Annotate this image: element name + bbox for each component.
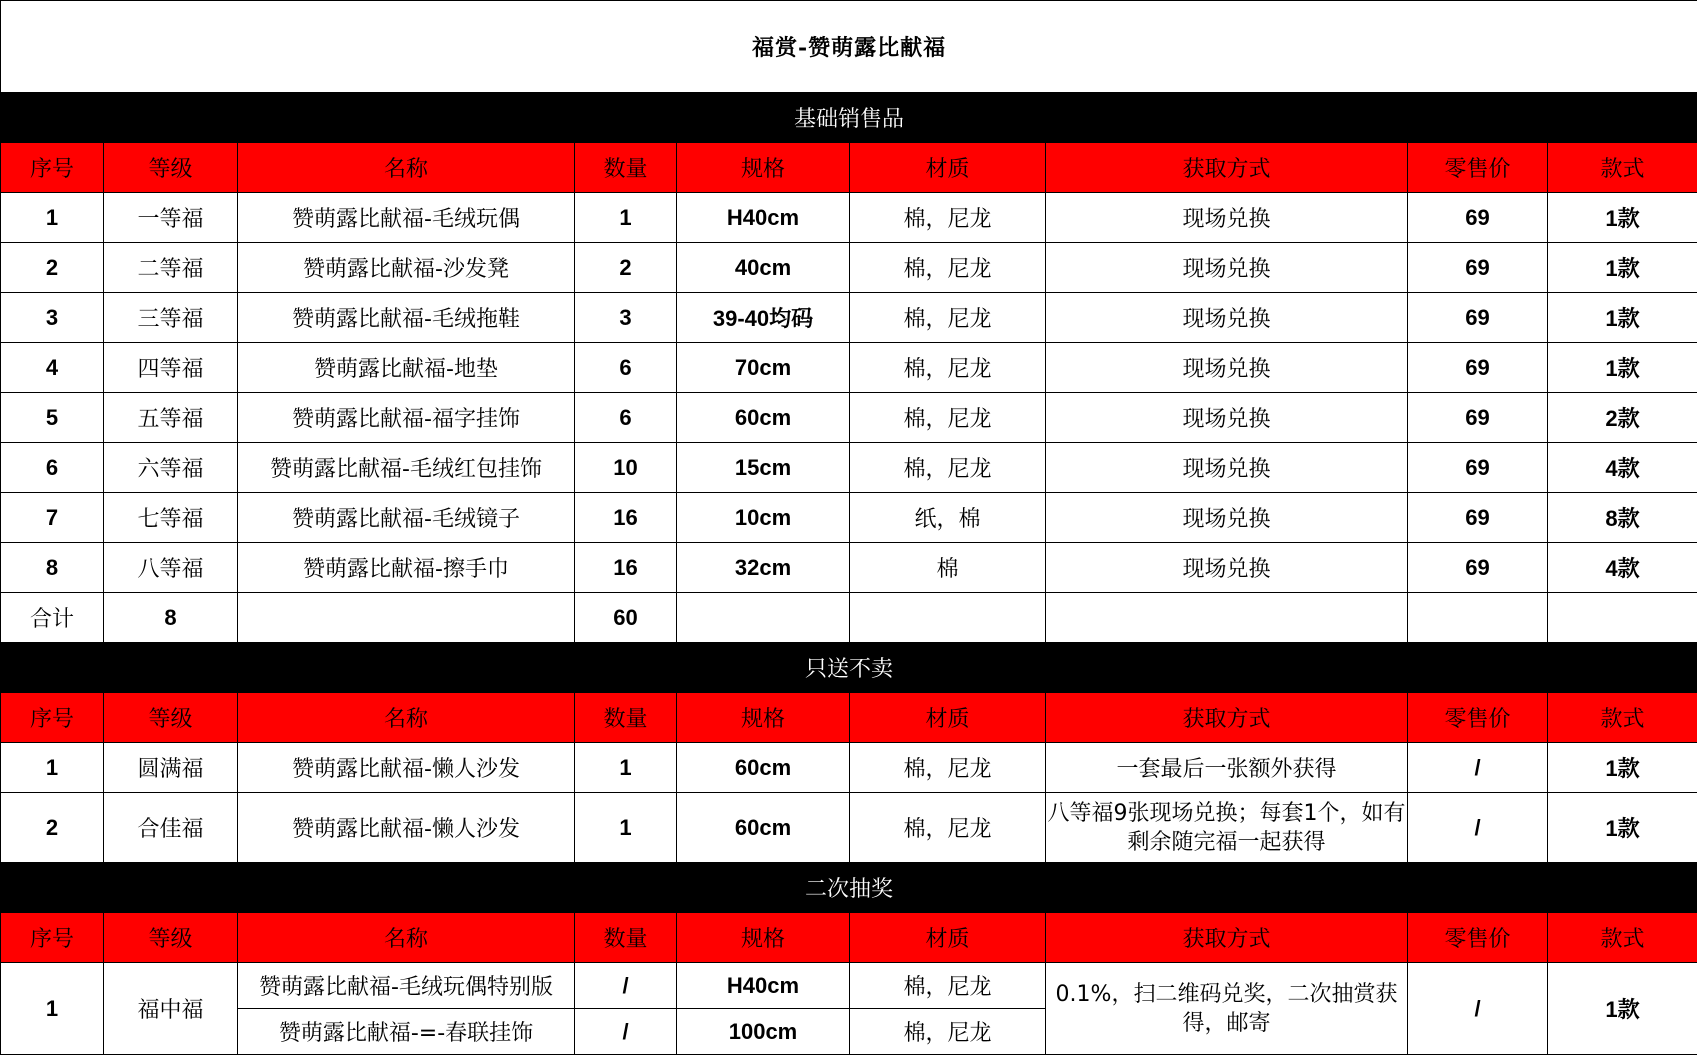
column-header: 等级	[104, 143, 238, 193]
page-title: 福赏-赞萌露比献福	[1, 1, 1697, 93]
cell-price: /	[1408, 743, 1548, 793]
table-row	[1, 443, 1697, 493]
total-label: 合计	[1, 593, 104, 643]
cell-material: 棉，尼龙	[850, 743, 1046, 793]
column-header: 序号	[1, 143, 104, 193]
column-header: 等级	[104, 693, 238, 743]
cell-spec: 60cm	[677, 743, 850, 793]
cell-quantity: 6	[575, 343, 677, 393]
cell-material: 棉，尼龙	[850, 243, 1046, 293]
cell-name: 赞萌露比献福-毛绒镜子	[238, 493, 575, 543]
cell-styles: 1款	[1548, 343, 1697, 393]
cell-price: 69	[1408, 243, 1548, 293]
cell-price: /	[1408, 793, 1548, 863]
cell-quantity: 1	[575, 743, 677, 793]
cell-name: 赞萌露比献福-懒人沙发	[238, 743, 575, 793]
column-header: 名称	[238, 913, 575, 963]
cell-method: 现场兑换	[1046, 193, 1408, 243]
column-header: 规格	[677, 913, 850, 963]
cell-method: 现场兑换	[1046, 443, 1408, 493]
column-header: 等级	[104, 913, 238, 963]
total-quantity: 60	[575, 593, 677, 643]
cell-grade: 八等福	[104, 543, 238, 593]
cell-index: 8	[1, 543, 104, 593]
table-row	[1, 243, 1697, 293]
column-header: 款式	[1548, 143, 1697, 193]
column-header: 零售价	[1408, 693, 1548, 743]
cell-material: 棉，尼龙	[850, 343, 1046, 393]
column-header: 规格	[677, 143, 850, 193]
cell-name: 赞萌露比献福-懒人沙发	[238, 793, 575, 863]
empty-cell	[677, 593, 850, 643]
cell-index: 3	[1, 293, 104, 343]
total-row	[1, 593, 1697, 643]
cell-name: 赞萌露比献福-毛绒拖鞋	[238, 293, 575, 343]
column-header: 材质	[850, 693, 1046, 743]
cell-method: 0.1%，扫二维码兑奖，二次抽赏获得，邮寄	[1046, 963, 1408, 1055]
column-header: 零售价	[1408, 143, 1548, 193]
column-header: 数量	[575, 913, 677, 963]
section-heading-gift-only: 只送不卖	[1, 643, 1697, 693]
cell-material: 棉，尼龙	[850, 193, 1046, 243]
cell-spec: 39-40均码	[677, 293, 850, 343]
cell-price: 69	[1408, 293, 1548, 343]
cell-quantity: 1	[575, 793, 677, 863]
empty-cell	[1408, 593, 1548, 643]
column-header: 获取方式	[1046, 913, 1408, 963]
cell-name: 赞萌露比献福-擦手巾	[238, 543, 575, 593]
cell-grade: 四等福	[104, 343, 238, 393]
cell-grade: 圆满福	[104, 743, 238, 793]
cell-material: 棉	[850, 543, 1046, 593]
cell-spec: 40cm	[677, 243, 850, 293]
column-header: 材质	[850, 143, 1046, 193]
cell-quantity: 6	[575, 393, 677, 443]
empty-cell	[1548, 593, 1697, 643]
cell-styles: 1款	[1548, 963, 1697, 1055]
cell-method: 现场兑换	[1046, 243, 1408, 293]
column-header: 款式	[1548, 913, 1697, 963]
cell-method: 一套最后一张额外获得	[1046, 743, 1408, 793]
cell-index: 7	[1, 493, 104, 543]
column-header: 序号	[1, 913, 104, 963]
table-row	[1, 343, 1697, 393]
column-header: 获取方式	[1046, 693, 1408, 743]
cell-index: 1	[1, 963, 104, 1055]
cell-quantity: 16	[575, 543, 677, 593]
empty-cell	[850, 593, 1046, 643]
cell-grade: 六等福	[104, 443, 238, 493]
cell-styles: 4款	[1548, 543, 1697, 593]
cell-method: 八等福9张现场兑换；每套1个，如有剩余随完福一起获得	[1046, 793, 1408, 863]
cell-spec: 10cm	[677, 493, 850, 543]
column-header: 材质	[850, 913, 1046, 963]
cell-index: 4	[1, 343, 104, 393]
cell-price: /	[1408, 963, 1548, 1055]
cell-spec: 15cm	[677, 443, 850, 493]
cell-styles: 1款	[1548, 743, 1697, 793]
table-row	[1, 393, 1697, 443]
cell-price: 69	[1408, 493, 1548, 543]
column-header: 款式	[1548, 693, 1697, 743]
cell-styles: 1款	[1548, 293, 1697, 343]
cell-quantity: 2	[575, 243, 677, 293]
cell-spec: 32cm	[677, 543, 850, 593]
cell-index: 1	[1, 193, 104, 243]
cell-styles: 1款	[1548, 793, 1697, 863]
cell-grade: 福中福	[104, 963, 238, 1055]
table-row	[1, 743, 1697, 793]
column-header: 数量	[575, 693, 677, 743]
cell-index: 6	[1, 443, 104, 493]
column-header-row	[1, 143, 1697, 193]
cell-name: 赞萌露比献福-=-春联挂饰	[238, 1009, 575, 1055]
cell-grade: 五等福	[104, 393, 238, 443]
cell-index: 1	[1, 743, 104, 793]
total-grades: 8	[104, 593, 238, 643]
column-header: 序号	[1, 693, 104, 743]
cell-spec: 60cm	[677, 793, 850, 863]
column-header: 规格	[677, 693, 850, 743]
cell-styles: 4款	[1548, 443, 1697, 493]
cell-price: 69	[1408, 543, 1548, 593]
cell-price: 69	[1408, 193, 1548, 243]
cell-quantity: 10	[575, 443, 677, 493]
cell-price: 69	[1408, 343, 1548, 393]
cell-grade: 三等福	[104, 293, 238, 343]
table-row	[1, 293, 1697, 343]
cell-method: 现场兑换	[1046, 543, 1408, 593]
cell-material: 棉，尼龙	[850, 1009, 1046, 1055]
cell-name: 赞萌露比献福-福字挂饰	[238, 393, 575, 443]
cell-name: 赞萌露比献福-沙发凳	[238, 243, 575, 293]
cell-name: 赞萌露比献福-地垫	[238, 343, 575, 393]
table-row	[1, 793, 1697, 863]
table-row	[1, 543, 1697, 593]
empty-cell	[238, 593, 575, 643]
column-header-row	[1, 913, 1697, 963]
cell-material: 棉，尼龙	[850, 293, 1046, 343]
cell-material: 棉，尼龙	[850, 793, 1046, 863]
cell-spec: 70cm	[677, 343, 850, 393]
cell-material: 纸，棉	[850, 493, 1046, 543]
column-header: 名称	[238, 693, 575, 743]
column-header: 零售价	[1408, 913, 1548, 963]
cell-spec: 60cm	[677, 393, 850, 443]
cell-styles: 8款	[1548, 493, 1697, 543]
cell-material: 棉，尼龙	[850, 963, 1046, 1009]
section-heading-basic: 基础销售品	[1, 93, 1697, 143]
cell-quantity: 3	[575, 293, 677, 343]
cell-spec: H40cm	[677, 193, 850, 243]
cell-material: 棉，尼龙	[850, 443, 1046, 493]
section-heading-second-draw: 二次抽奖	[1, 863, 1697, 913]
cell-price: 69	[1408, 443, 1548, 493]
cell-index: 2	[1, 243, 104, 293]
cell-grade: 合佳福	[104, 793, 238, 863]
cell-method: 现场兑换	[1046, 293, 1408, 343]
column-header-row	[1, 693, 1697, 743]
column-header: 数量	[575, 143, 677, 193]
cell-name: 赞萌露比献福-毛绒玩偶	[238, 193, 575, 243]
cell-styles: 1款	[1548, 193, 1697, 243]
cell-price: 69	[1408, 393, 1548, 443]
cell-material: 棉，尼龙	[850, 393, 1046, 443]
cell-index: 2	[1, 793, 104, 863]
cell-spec: H40cm	[677, 963, 850, 1009]
cell-grade: 一等福	[104, 193, 238, 243]
cell-quantity: /	[575, 963, 677, 1009]
cell-styles: 2款	[1548, 393, 1697, 443]
table-row	[1, 193, 1697, 243]
table-row	[1, 493, 1697, 543]
cell-method: 现场兑换	[1046, 493, 1408, 543]
cell-grade: 七等福	[104, 493, 238, 543]
cell-spec: 100cm	[677, 1009, 850, 1055]
empty-cell	[1046, 593, 1408, 643]
cell-quantity: 16	[575, 493, 677, 543]
cell-styles: 1款	[1548, 243, 1697, 293]
cell-index: 5	[1, 393, 104, 443]
cell-method: 现场兑换	[1046, 393, 1408, 443]
column-header: 获取方式	[1046, 143, 1408, 193]
cell-name: 赞萌露比献福-毛绒玩偶特别版	[238, 963, 575, 1009]
cell-quantity: 1	[575, 193, 677, 243]
cell-name: 赞萌露比献福-毛绒红包挂饰	[238, 443, 575, 493]
cell-grade: 二等福	[104, 243, 238, 293]
cell-quantity: /	[575, 1009, 677, 1055]
table-row	[1, 963, 1697, 1009]
column-header: 名称	[238, 143, 575, 193]
cell-method: 现场兑换	[1046, 343, 1408, 393]
